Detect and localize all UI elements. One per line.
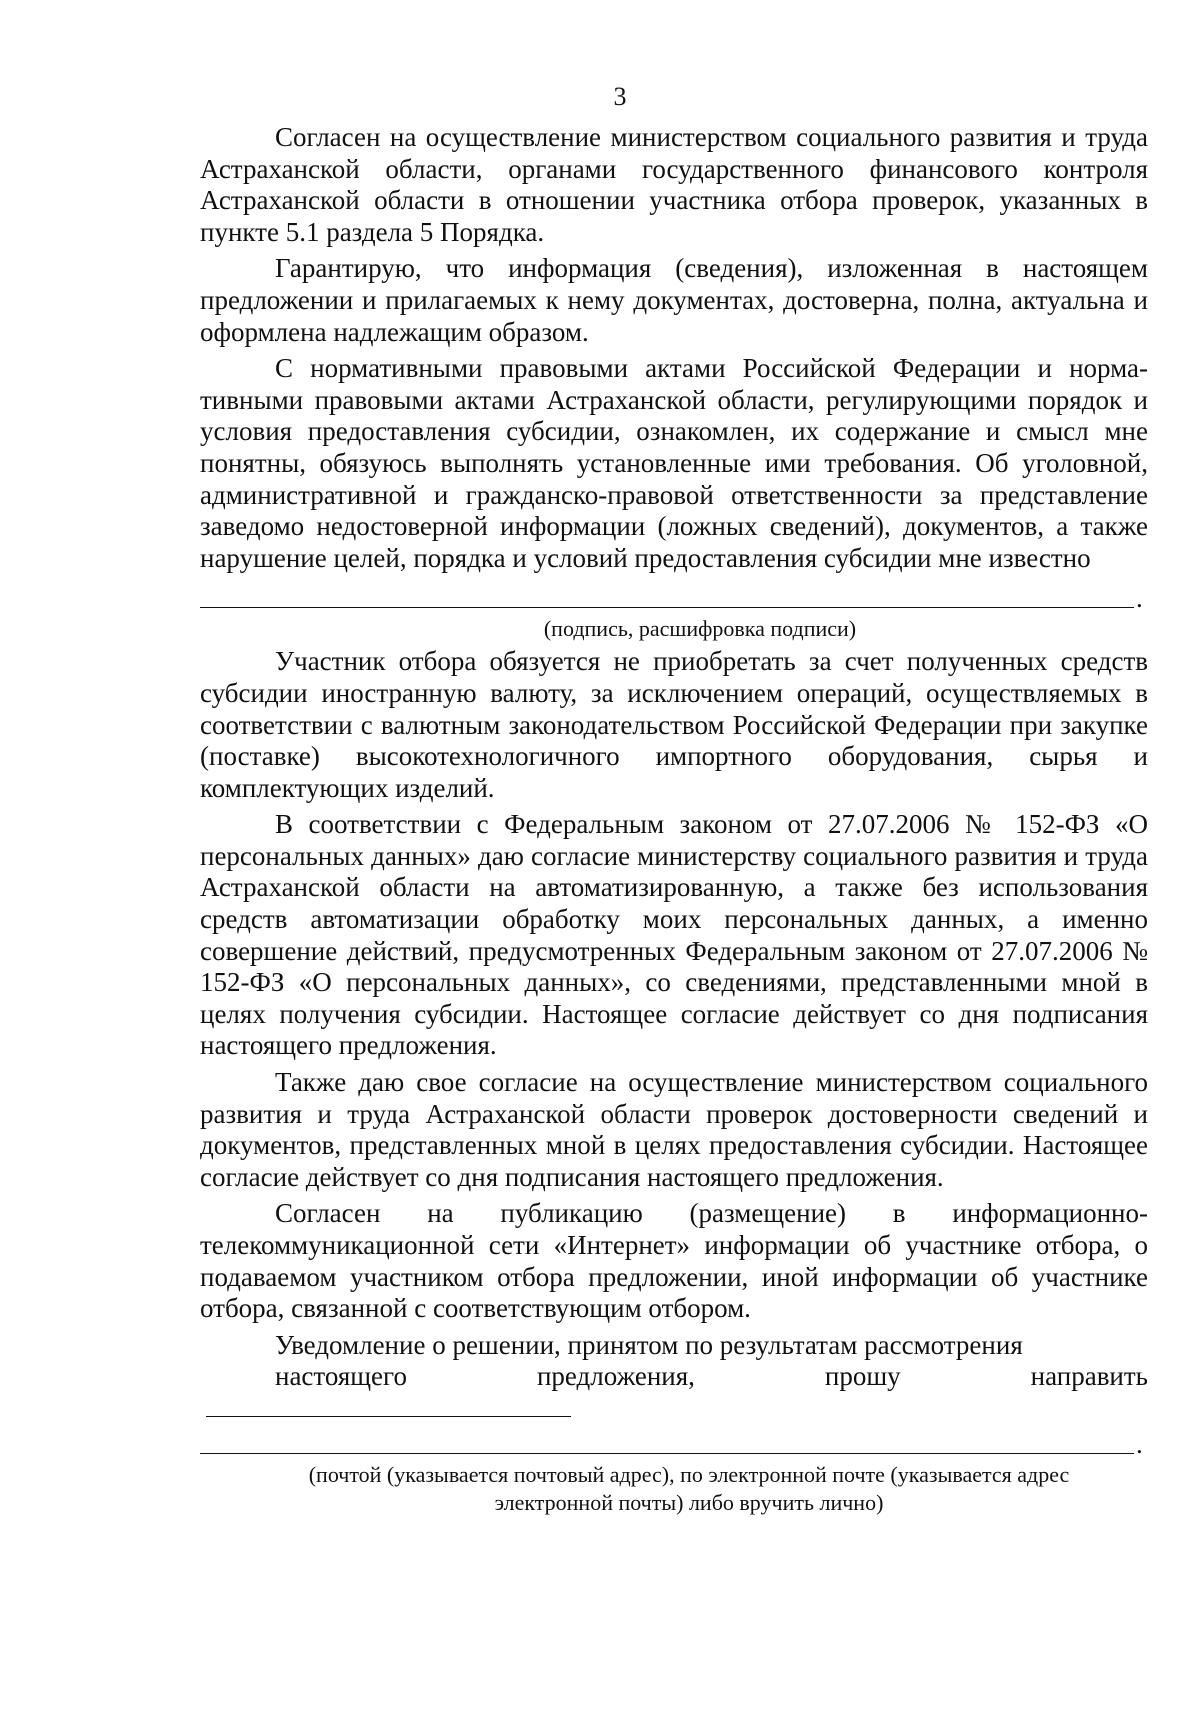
signature-blank-rule (200, 607, 1134, 608)
signature-trailing-mark: . (1136, 583, 1143, 614)
paragraph-information-guarantee: Гарантирую, что информация (сведения), изложенная в настоящем предложении и прилагаемых к нему документах, достоверна, полна, актуальна и оформлена надлежащим образом. (200, 253, 1148, 347)
paragraph-currency-obligation: Участник отбора обязуется не приобретать за счет полученных средств субсидии иностранную валюту, за исключением операций, осуществляемых в соответствии с валютным законодательством Российской Федерации при закупке (поставке) высокотехнологичного импортного оборудования, сырья и комплектующих изделий. (200, 646, 1148, 803)
notification-request-line2-container (200, 1361, 1148, 1424)
signature-caption: (подпись, расшифровка подписи) (543, 616, 857, 642)
notification-request-line1: Уведомление о решении, принятом по результатам рассмотрения (275, 1329, 1023, 1360)
paragraph-inspection-consent: Согласен на осуществление министерством социального развития и труда Астраханской области, органами государственного финансового контроля Астраханской области в отношении участника отбора проверок, указанных в пункте 5.1 раздела 5 Порядка. (200, 122, 1148, 247)
document-body (200, 122, 1148, 1517)
paragraph-verification-consent: Также даю свое согласие на осуществление министерством социального развития и труда Астраханской области проверок достоверности сведений и документов, представленных мной в целях предоставления субсидии. Настоящее согласие действует со дня подписания настоящего предложения. (200, 1067, 1148, 1192)
notification-request-line2: настоящего предложения, прошу направить (275, 1361, 1148, 1392)
paragraph-personal-data-consent: В соответствии с Федеральным законом от 27.07.2006 № 152-ФЗ «О персональных данных» даю согласие министерству социального развития и труда Астраханской области на автоматизированную, а также без использования средств автоматизации обработку моих персональных данных, а именно совершение действий, предусмотренных Федеральным законом от 27.07.2006 № 152-ФЗ «О персональных данных», со сведениями, представленными мной в целях получения субсидии. Настоящее согласие действует со дня подписания настоящего предложения. (200, 809, 1148, 1061)
notification-caption (200, 1461, 1148, 1517)
notification-caption-line2: электронной почты) либо вручить лично) (494, 1489, 884, 1515)
paragraph-publication-consent: Согласен на публикацию (размещение) в информационно-телекоммуникационной сети «Интернет» информации об участнике отбора, о подаваемом участником отбора предложении, иной информации об участнике отбора, связанной с соответствующим отбором. (200, 1198, 1148, 1324)
notification-method-line (200, 1425, 1148, 1459)
paragraph-legal-acknowledgement: С нормативными правовыми актами Российской Федерации и нормативными правовыми актами Астраханской области, регулирующими порядок и условия предоставления субсидии, ознакомлен, их содержание и смысл мне понятны, обязуюсь выполнять установленные ими требования. Об уголовной, административной и гражданско-правовой ответственности за представление заведомо недостоверной информации (ложных сведений), документов, а также нарушение целей, порядка и условий предоставления субсидии мне известно (200, 353, 1148, 573)
notification-caption-line1: (почтой (указывается почтовый адрес), по электронной почте (указывается адрес (308, 1461, 1070, 1487)
notification-blank-rule (200, 1453, 1134, 1454)
signature-line (200, 579, 1148, 613)
notification-trailing-mark: . (1136, 1428, 1143, 1459)
page-number: 3 (613, 82, 627, 111)
paragraph-notification-request (200, 1330, 1148, 1362)
notification-method-blank (206, 1394, 571, 1417)
